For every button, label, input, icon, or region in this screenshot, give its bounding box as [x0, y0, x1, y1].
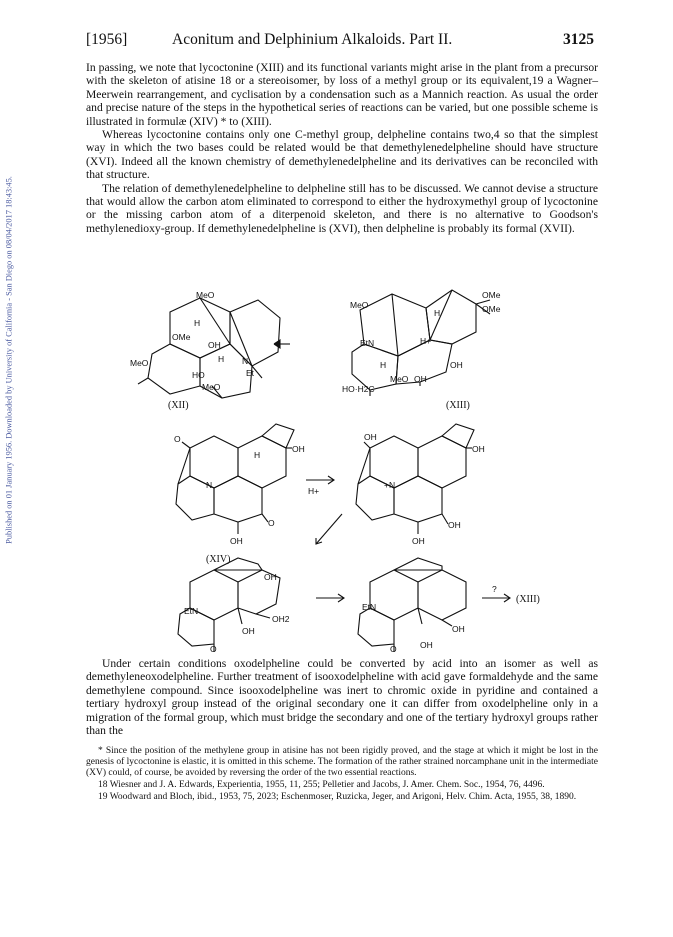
xv-label-4: OH — [412, 536, 425, 546]
side-watermark — [2, 120, 16, 600]
xv-label-1: OH — [472, 444, 485, 454]
structure-xii — [130, 290, 290, 411]
xiii-label-3: H — [434, 308, 441, 318]
xiii-label-6: OH — [450, 360, 463, 370]
row3r-label-1: OH — [452, 624, 465, 634]
final-product-label: (XIII) — [516, 594, 540, 605]
xiii-label-9: OH — [414, 374, 427, 384]
row3l-label-0: OH — [264, 572, 277, 582]
row3l-label-4: O — [210, 644, 217, 654]
paragraph-3: The relation of demethylenedelpheline to delpheline still has to be discussed. We cannot devise a structure that would allow the carbon atom eliminated to correspond to either the hydroxymethyl group of lycoctonine or the missing carbon atom of a diterpenoid skeleton, and there is no alternative to Goodson's methylenedioxy-group. If demethylenedelpheline is (XVI), then delpheline is probably its formal (XVII). — [86, 181, 598, 235]
xiii-label-5: H+ — [420, 336, 432, 346]
footnote-18: 18 Wiesner and J. A. Edwards, Experientia, 1955, 11, 255; Pelletier and Jacobs, J. Amer. Chem. Soc., 1954, 76, 4496. — [98, 780, 545, 790]
xii-label-0: MeO — [196, 290, 215, 300]
xiii-caption: (XIII) — [446, 400, 470, 411]
xii-label-3: OH — [208, 340, 221, 350]
paragraph-4: Under certain conditions oxodelpheline could be converted by acid into an isomer as well as demethyleneoxodelpheline. Further treatment of isooxodelpheline with acid gave formaldehyde and the same demethylene compound. Since isooxodelpheline was inert to chromic oxide in pyridine and contained a tertiary hydroxyl group instead of the original secondary one it can differ from oxodelpheline only in a migration of the formal group, which must bridge the secondary and one of the tertiary hydroxyl groups rather than the — [86, 657, 598, 738]
row3l-label-2: OH2 — [272, 614, 290, 624]
xii-label-8: MeO — [202, 382, 221, 392]
xv-label-3: OH — [448, 520, 461, 530]
footnotes — [86, 746, 598, 804]
side-watermark-text: Published on 01 January 1956. Downloaded by University of California - San Diego on 08/04/2017 18:43:45. — [4, 176, 14, 544]
reaction-scheme-figure — [130, 282, 570, 654]
row3l-label-3: OH — [242, 626, 255, 636]
xiv-label-0: O — [174, 434, 181, 444]
xiv-label-2: OH — [292, 444, 305, 454]
xiii-label-8: MeO — [390, 374, 409, 384]
structure-row3-left — [178, 558, 290, 654]
header-page-number: 3125 — [563, 31, 594, 48]
xiii-label-7: H — [380, 360, 387, 370]
header-title: Aconitum and Delphinium Alkaloids. Part II. — [172, 31, 453, 48]
footnote-19: 19 Woodward and Bloch, ibid., 1953, 75, 2023; Eschenmoser, Ruzicka, Jeger, and Arigoni, Helv. Chim. Acta, 1955, 38, 1890. — [98, 792, 577, 802]
row3r-label-0: EtN — [362, 602, 377, 612]
page-header — [86, 31, 594, 51]
xiii-label-4: EtN — [360, 338, 375, 348]
xiv-label-3: N — [206, 480, 213, 490]
body-text-top — [86, 61, 598, 235]
xii-label-6: Et — [246, 368, 255, 378]
xiv-caption: (XIV) — [206, 554, 231, 565]
xii-caption: (XII) — [168, 400, 189, 411]
structure-row3-right — [358, 558, 466, 654]
body-text-bottom — [86, 657, 598, 737]
structure-xv — [356, 424, 485, 546]
structure-xiv — [174, 424, 305, 565]
xiv-label-4: O — [268, 518, 275, 528]
reaction-scheme-svg — [130, 282, 570, 654]
h-plus-label: H+ — [308, 486, 320, 496]
xii-label-2: OMe — [172, 332, 191, 342]
xii-label-7: HO — [192, 370, 205, 380]
final-arrow-label: ? — [492, 584, 497, 594]
xiii-label-10: HO·H2C — [342, 384, 375, 394]
xii-label-4: H — [218, 354, 225, 364]
paragraph-1: In passing, we note that lycoctonine (XIII) and its functional variants might arise in the plant from a precursor with the skeleton of atisine 18 or a stereoisomer, by loss of a methyl group or its equivalent,19 a Wagner–Meerwein rearrangement, and cyclisation by a condensation such as a Mannich reaction. As usual the order and precise nature of the steps in the hypothetical series of reactions can be varied, but one possible scheme is illustrated in formulæ (XIV) * to (XIII). — [86, 61, 598, 128]
xiv-label-5: OH — [230, 536, 243, 546]
structure-xiii — [342, 290, 501, 411]
xv-label-2: +N — [384, 480, 396, 490]
xv-label-0: OH — [364, 432, 377, 442]
row3r-label-3: OH — [420, 640, 433, 650]
xii-label-5: N — [242, 356, 249, 366]
xiv-label-1: H — [254, 450, 261, 460]
header-year: [1956] — [86, 31, 128, 48]
row3r-label-2: O — [390, 644, 397, 654]
xiii-label-1: OMe — [482, 290, 501, 300]
xii-label-9: MeO — [130, 358, 149, 368]
footnote-star: * Since the position of the methylene group in atisine has not been rigidly proved, and the stage at which it might be lost in the genesis of lycoctonine is elastic, it is omitted in this scheme. The formation of the rather strained norcamphane unit in the intermediate (XV) could, of course, be avoided by reversing the order of the two essential reactions. — [86, 746, 598, 778]
row3l-label-1: EtN — [184, 606, 199, 616]
paragraph-2: Whereas lycoctonine contains only one C-methyl group, delpheline contains two,4 so that the simplest way in which the two bases could be related would be that demethylenedelpheline should have structure (XVI). Indeed all the known chemistry of demethylenedelpheline and its derivatives can be reconciled with that structure. — [86, 128, 598, 182]
xiii-label-2: OMe — [482, 304, 501, 314]
xiii-label-0: MeO — [350, 300, 369, 310]
xii-label-1: H — [194, 318, 201, 328]
